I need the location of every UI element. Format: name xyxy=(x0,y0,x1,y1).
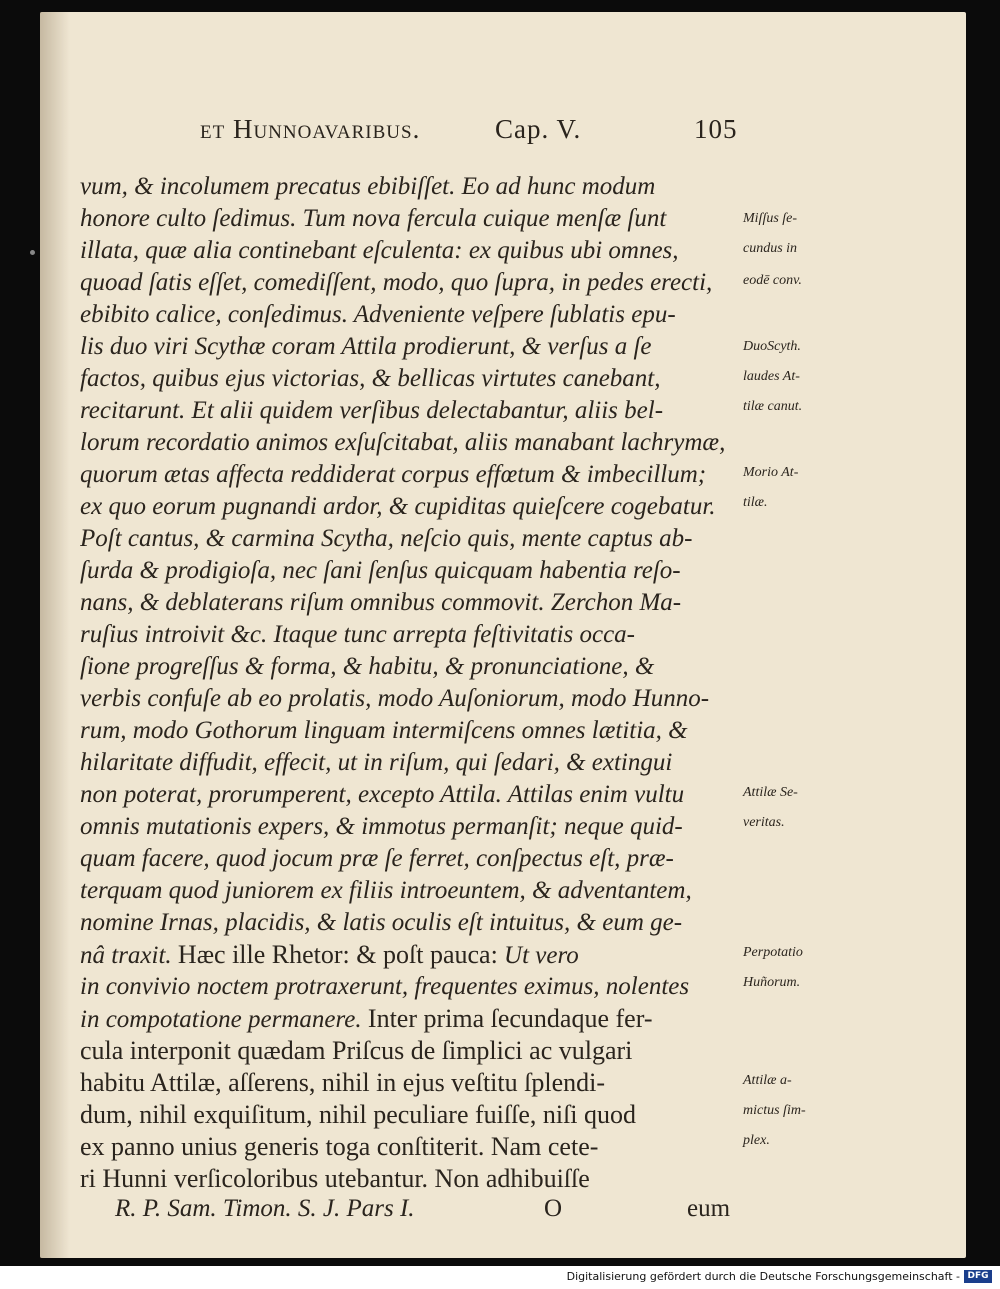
text-line: ſurda & prodigioſa, nec ſani ſenſus quicquam habentia reſo- xyxy=(80,557,681,584)
funding-credit: Digitalisierung gefördert durch die Deutsche Forschungsgemeinschaft - xyxy=(566,1270,960,1283)
text-line: cula interponit quædam Priſcus de ſimplici ac vulgari xyxy=(80,1036,633,1065)
margin-note: DuoScyth. xyxy=(743,339,801,354)
text-line: ex quo eorum pugnandi ardor, & cupiditas quieſcere cogebatur. xyxy=(80,493,716,520)
text-line: honore culto ſedimus. Tum nova fercula cuique menſæ ſunt xyxy=(80,205,667,232)
text-line: ex panno unius generis toga conſtiterit. Nam cete- xyxy=(80,1132,599,1161)
scan-speck xyxy=(30,250,35,255)
text-line: non poterat, prorumperent, excepto Attila. Attilas enim vultu xyxy=(80,781,685,808)
margin-note: veritas. xyxy=(743,815,785,830)
text-line: omnis mutationis expers, & immotus permanſit; neque quid- xyxy=(80,813,683,840)
margin-note: Attilæ Se- xyxy=(743,785,798,800)
margin-note: eodē conv. xyxy=(743,273,802,288)
text-line-mixed xyxy=(80,1003,740,1035)
text-line: lorum recordatio animos exſuſcitabat, aliis manabant lachrymæ, xyxy=(80,429,726,456)
margin-note: tilæ canut. xyxy=(743,399,803,414)
text-line: habitu Attilæ, aſſerens, nihil in ejus veſtitu ſplendi- xyxy=(80,1068,605,1097)
text-line: dum, nihil exquiſitum, nihil peculiare fuiſſe, niſi quod xyxy=(80,1100,637,1129)
text-line: ruſius introivit &c. Itaque tunc arrepta feſtivitatis occa- xyxy=(80,621,636,648)
text-line: quoad ſatis eſſet, comediſſent, modo, quo ſupra, in pedes erecti, xyxy=(80,269,713,296)
text-line: rum, modo Gothorum linguam intermiſcens omnes lætitia, & xyxy=(80,717,688,744)
running-title: et Hunnoavaribus. xyxy=(200,114,421,144)
text-span-roman: Inter prima ſecundaque fer- xyxy=(367,1004,653,1033)
chapter-label: Cap. V. xyxy=(495,114,582,144)
text-line: ri Hunni verſicoloribus utebantur. Non adhibuiſſe xyxy=(80,1164,590,1193)
margin-note: laudes At- xyxy=(743,369,800,384)
signature-line: R. P. Sam. Timon. S. J. Pars I. xyxy=(115,1195,415,1222)
text-line: illata, quæ alia continebant eſculenta: ex quibus ubi omnes, xyxy=(80,237,679,264)
text-span-italic: in compotatione permanere. xyxy=(80,1006,362,1033)
text-line: recitarunt. Et alii quidem verſibus delectabantur, aliis bel- xyxy=(80,397,664,424)
page-gutter-shadow xyxy=(40,12,70,1258)
text-line: quorum ætas affecta reddiderat corpus effœtum & imbecillum; xyxy=(80,461,707,488)
margin-note: Perpotatio xyxy=(743,945,803,960)
margin-note: cundus in xyxy=(743,241,798,256)
margin-note: mictus ſim- xyxy=(743,1103,806,1118)
text-line: ebibito calice, conſedimus. Adveniente veſpere ſublatis epu- xyxy=(80,301,676,328)
margin-note: plex. xyxy=(743,1133,770,1148)
margin-note: Morio At- xyxy=(743,465,799,480)
text-line: verbis confuſe ab eo prolatis, modo Auſoniorum, modo Hunno- xyxy=(80,685,710,712)
margin-note: Miſſus ſe- xyxy=(743,211,798,226)
text-line-mixed xyxy=(80,939,740,971)
signature-mark: O xyxy=(544,1195,563,1222)
catchword: eum xyxy=(687,1195,731,1222)
running-header xyxy=(200,114,740,154)
text-span-roman: Hæc ille Rhetor: & poſt pauca: xyxy=(177,940,498,969)
text-line: Poſt cantus, & carmina Scytha, neſcio quis, mente captus ab- xyxy=(80,525,693,552)
text-line: quam facere, quod jocum præ ſe ferret, conſpectus eſt, præ- xyxy=(80,845,674,872)
text-line: nomine Irnas, placidis, & latis oculis eſt intuitus, & eum ge- xyxy=(80,909,683,936)
text-span-italic: Ut vero xyxy=(504,942,579,969)
text-line: vum, & incolumem precatus ebibiſſet. Eo ad hunc modum xyxy=(80,173,656,200)
text-line: ſione progreſſus & forma, & habitu, & pronunciatione, & xyxy=(80,653,655,680)
margin-note: tilæ. xyxy=(743,495,768,510)
text-line: terquam quod juniorem ex filiis introeuntem, & adventantem, xyxy=(80,877,692,904)
text-line: lis duo viri Scythæ coram Attila prodierunt, & verſus a ſe xyxy=(80,333,652,360)
text-line: hilaritate diffudit, effecit, ut in riſum, qui ſedari, & extingui xyxy=(80,749,673,776)
margin-note: Huñorum. xyxy=(743,975,801,990)
text-line: in convivio noctem protraxerunt, frequentes eximus, nolentes xyxy=(80,973,690,1000)
text-span-italic: nâ traxit. xyxy=(80,942,172,969)
page-number: 105 xyxy=(694,114,738,144)
footer-bar xyxy=(0,1266,1000,1289)
text-line: factos, quibus ejus victorias, & bellicas virtutes canebant, xyxy=(80,365,661,392)
text-line: nans, & deblaterans riſum omnibus commovit. Zerchon Ma- xyxy=(80,589,682,616)
margin-note: Attilæ a- xyxy=(743,1073,792,1088)
dfg-logo: DFG xyxy=(964,1270,992,1283)
